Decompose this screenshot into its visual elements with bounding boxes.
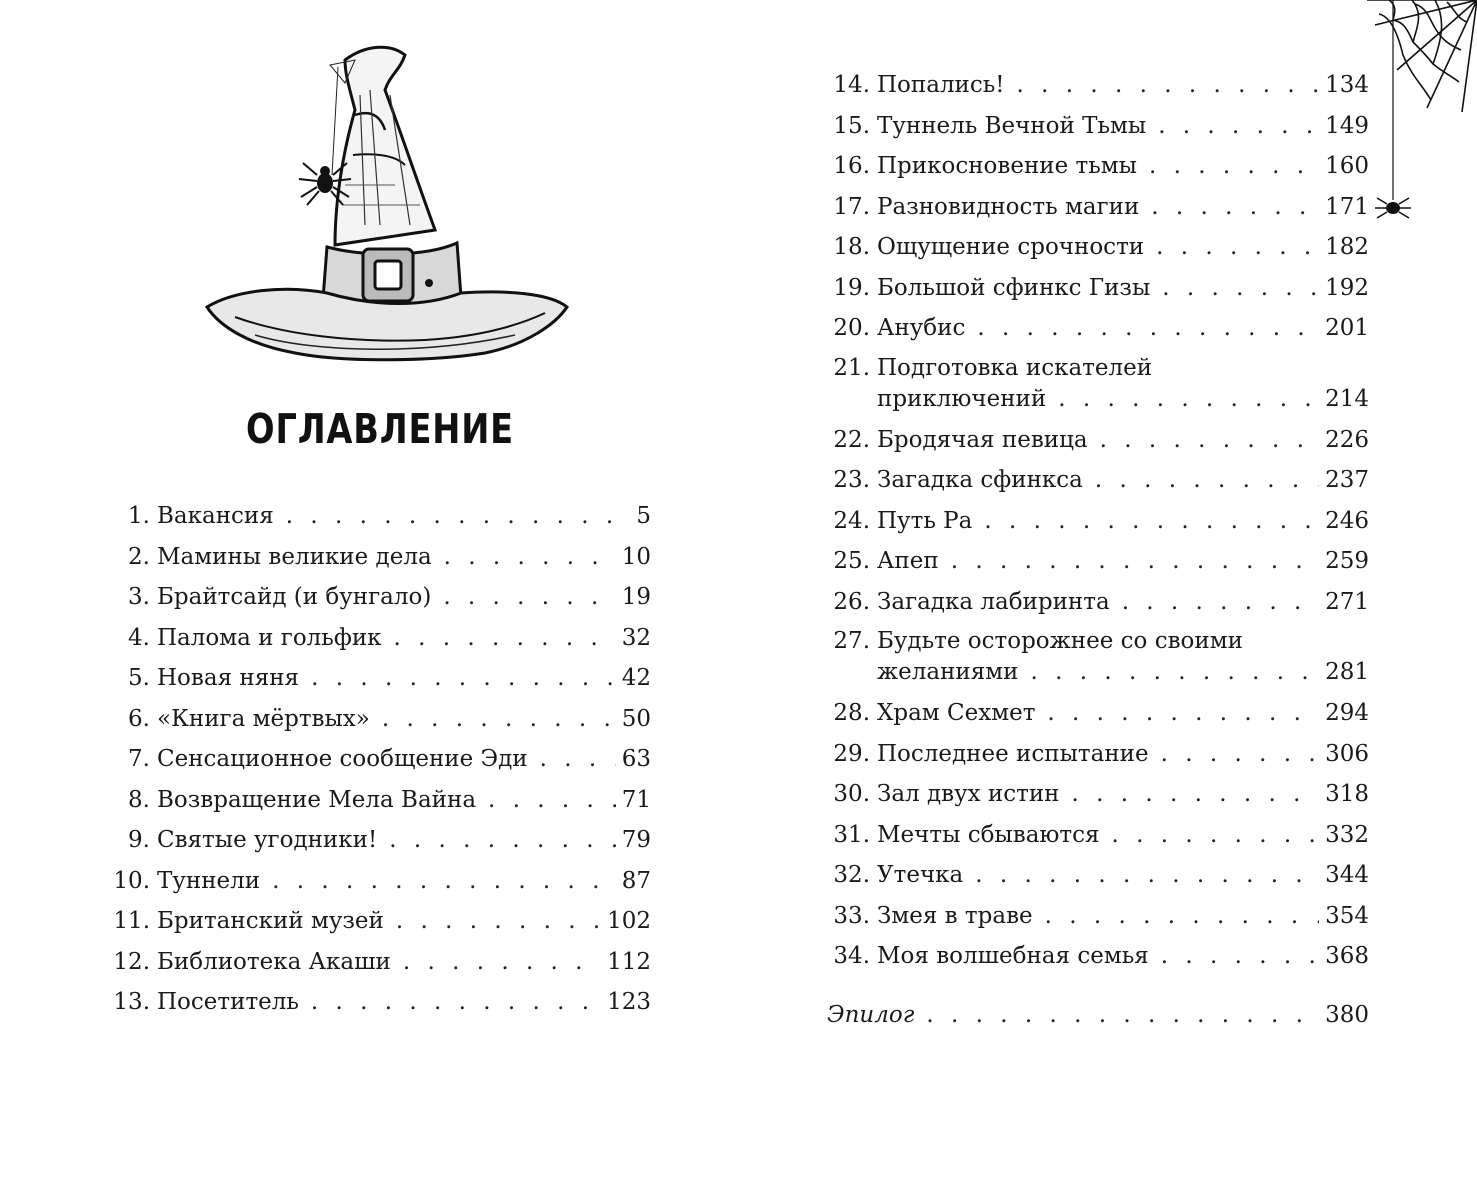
toc-entry (820, 541, 1369, 582)
spider-web-icon (1367, 0, 1477, 225)
chapter-title: Попались! (877, 72, 1005, 98)
chapter-title: Зал двух истин (877, 781, 1060, 807)
chapter-title: «Книга мёртвых» (157, 705, 370, 732)
page-number: 149 (1325, 112, 1369, 139)
leader-dots (443, 577, 615, 618)
toc-entry (100, 861, 651, 902)
chapter-number: 21. (833, 354, 870, 381)
page-number: 246 (1325, 507, 1369, 534)
chapter-number: 34. (833, 943, 870, 969)
leader-dots (926, 995, 1319, 1036)
witch-hat-icon (195, 35, 580, 380)
leader-dots (1017, 65, 1320, 106)
chapter-title: Загадка лабиринта (877, 588, 1110, 615)
chapter-number: 22. (833, 426, 870, 453)
toc-column-right (820, 65, 1369, 1035)
toc-entry (820, 774, 1369, 815)
page-number: 259 (1325, 548, 1369, 574)
page-number: 271 (1325, 588, 1369, 615)
toc-entry (100, 699, 651, 740)
chapter-title: Туннели (157, 867, 261, 894)
toc-entry (820, 582, 1369, 623)
page-number: 87 (621, 867, 651, 894)
leader-dots (984, 501, 1319, 542)
toc-entry (100, 577, 651, 618)
chapter-title: Последнее испытание (877, 740, 1149, 767)
chapter-title: Моя волшебная семья (877, 943, 1149, 969)
leader-dots (272, 861, 616, 902)
leader-dots (382, 699, 616, 740)
toc-entry (820, 65, 1369, 106)
chapter-title-continued: приключений (877, 385, 1047, 412)
chapter-title: Возвращение Мела Вайна (157, 786, 477, 813)
chapter-title: Туннель Вечной Тьмы (877, 112, 1147, 139)
leader-dots (1162, 268, 1319, 309)
chapter-number: 20. (833, 315, 870, 341)
toc-entry (820, 815, 1369, 856)
chapter-title: Будьте осторожнее со своими (877, 628, 1243, 654)
chapter-number: 27. (833, 628, 870, 654)
toc-entry (100, 780, 651, 821)
leader-dots (1058, 384, 1319, 415)
toc-entry (100, 537, 651, 578)
chapter-number: 24. (833, 507, 870, 534)
leader-dots (311, 982, 601, 1023)
leader-dots (1045, 896, 1319, 937)
chapter-number: 3. (128, 584, 150, 610)
leader-dots (1095, 460, 1319, 501)
chapter-number: 25. (833, 548, 870, 574)
chapter-number: 11. (113, 908, 150, 934)
chapter-number: 2. (128, 543, 150, 570)
page-number: 380 (1325, 1001, 1369, 1028)
chapter-number: 32. (833, 862, 870, 888)
leader-dots (1161, 734, 1320, 775)
toc-entry (100, 618, 651, 659)
page-number: 32 (621, 624, 651, 651)
leader-dots (1112, 815, 1320, 856)
leader-dots (1100, 420, 1319, 461)
leader-dots (488, 780, 616, 821)
chapter-title: Храм Сехмет (877, 700, 1036, 726)
chapter-number: 29. (833, 740, 870, 767)
page-number: 237 (1325, 467, 1369, 493)
chapter-title: Мамины великие дела (157, 543, 432, 570)
toc-entry (820, 693, 1369, 734)
toc-entry (820, 622, 1369, 693)
toc-entry (100, 739, 651, 780)
chapter-title: Прикосновение тьмы (877, 153, 1137, 179)
chapter-title: Палома и гольфик (157, 624, 382, 651)
leader-dots (977, 308, 1319, 349)
chapter-title: Разновидность магии (877, 193, 1140, 220)
leader-dots (1156, 227, 1319, 268)
toc-entry (820, 106, 1369, 147)
leader-dots (311, 658, 616, 699)
page-number: 19 (621, 584, 651, 610)
leader-dots (389, 820, 616, 861)
page-number: 214 (1325, 385, 1369, 412)
leader-dots (951, 541, 1319, 582)
toc-entry (820, 460, 1369, 501)
page-number: 42 (621, 665, 651, 691)
page-number: 160 (1325, 153, 1369, 179)
chapter-number: 19. (833, 274, 870, 301)
leader-dots (1151, 187, 1319, 228)
chapter-number: 14. (833, 72, 870, 98)
page-number: 281 (1325, 659, 1369, 685)
chapter-number: 18. (833, 234, 870, 260)
page-number: 71 (621, 786, 651, 813)
leader-dots (444, 537, 616, 578)
toc-entry (820, 501, 1369, 542)
chapter-number: 33. (833, 902, 870, 929)
page-number: 368 (1325, 943, 1369, 969)
chapter-number: 31. (833, 821, 870, 848)
leader-dots (286, 496, 631, 537)
chapter-title: Посетитель (157, 989, 299, 1015)
toc-entry (100, 820, 651, 861)
page-number: 192 (1325, 274, 1369, 301)
page-number: 182 (1325, 234, 1369, 260)
page-number: 201 (1325, 315, 1369, 341)
page-number: 134 (1325, 72, 1369, 98)
chapter-title: Подготовка искателей (877, 354, 1153, 381)
toc-entry (820, 936, 1369, 977)
chapter-title: Большой сфинкс Гизы (877, 274, 1151, 301)
chapter-number: 8. (128, 786, 150, 813)
leader-dots (540, 739, 616, 780)
chapter-number: 12. (113, 948, 150, 975)
page-number: 318 (1325, 781, 1369, 807)
chapter-title: Сенсационное сообщение Эди (157, 746, 528, 772)
chapter-title: Путь Ра (877, 507, 973, 534)
leader-dots (1030, 657, 1319, 688)
chapter-title: Библиотека Акаши (157, 948, 391, 975)
leader-dots (394, 618, 616, 659)
page-title: ОГЛАВЛЕНИЕ (246, 405, 514, 453)
chapter-title: Мечты сбываются (877, 821, 1100, 848)
chapter-number: 15. (833, 112, 870, 139)
page-number: 10 (621, 543, 651, 570)
leader-dots (1149, 146, 1319, 187)
page-number: 112 (607, 948, 651, 975)
page-number: 63 (621, 746, 651, 772)
chapter-number: 16. (833, 153, 870, 179)
page-number: 344 (1325, 862, 1369, 888)
chapter-number: 9. (128, 827, 150, 853)
chapter-title: Британский музей (157, 908, 384, 934)
chapter-title: Утечка (877, 862, 964, 888)
toc-entry (100, 496, 651, 537)
chapter-number: 7. (128, 746, 150, 772)
leader-dots (1158, 106, 1319, 147)
page-number: 294 (1325, 700, 1369, 726)
chapter-title-continued: желаниями (877, 659, 1019, 685)
toc-entry-epilogue (820, 995, 1369, 1036)
chapter-title: Змея в траве (877, 902, 1033, 929)
chapter-title: Вакансия (157, 503, 274, 529)
page-number: 226 (1325, 426, 1369, 453)
chapter-title: Апеп (877, 548, 939, 574)
page-number: 5 (636, 503, 651, 529)
leader-dots (1047, 693, 1319, 734)
chapter-number: 23. (833, 467, 870, 493)
toc-entry (820, 734, 1369, 775)
page-number: 79 (621, 827, 651, 853)
chapter-number: 5. (128, 665, 150, 691)
chapter-title: Брайтсайд (и бунгало) (157, 584, 432, 610)
toc-entry (820, 349, 1369, 420)
page-number: 171 (1325, 193, 1369, 220)
page-number: 306 (1325, 740, 1369, 767)
chapter-title: Анубис (877, 315, 966, 341)
toc-entry (820, 855, 1369, 896)
chapter-number: 30. (833, 781, 870, 807)
epilogue-title: Эпилог (827, 1001, 915, 1028)
toc-entry (820, 146, 1369, 187)
chapter-number: 17. (833, 193, 870, 220)
chapter-title: Святые угодники! (157, 827, 378, 853)
chapter-number: 10. (113, 867, 150, 894)
chapter-number: 6. (128, 705, 150, 732)
toc-entry (100, 658, 651, 699)
leader-dots (975, 855, 1319, 896)
chapter-number: 4. (128, 624, 150, 651)
chapter-number: 28. (833, 700, 870, 726)
chapter-number: 13. (113, 989, 150, 1015)
toc-entry (820, 420, 1369, 461)
page-number: 332 (1325, 821, 1369, 848)
toc-column-left (100, 496, 651, 1023)
chapter-number: 26. (833, 588, 870, 615)
page-number: 50 (621, 705, 651, 732)
toc-entry (820, 268, 1369, 309)
toc-entry (100, 982, 651, 1023)
leader-dots (1071, 774, 1319, 815)
chapter-number: 1. (128, 503, 150, 529)
leader-dots (403, 942, 601, 983)
leader-dots (1161, 936, 1319, 977)
chapter-title: Загадка сфинкса (877, 467, 1083, 493)
toc-entry (100, 901, 651, 942)
page-number: 123 (607, 989, 651, 1015)
toc-entry (100, 942, 651, 983)
chapter-title: Бродячая певица (877, 426, 1088, 453)
page-number: 102 (607, 908, 651, 934)
leader-dots (396, 901, 601, 942)
toc-entry (820, 308, 1369, 349)
page-number: 354 (1325, 902, 1369, 929)
toc-entry (820, 896, 1369, 937)
chapter-title: Новая няня (157, 665, 300, 691)
toc-entry (820, 187, 1369, 228)
leader-dots (1122, 582, 1319, 623)
chapter-title: Ощущение срочности (877, 234, 1145, 260)
toc-entry (820, 227, 1369, 268)
